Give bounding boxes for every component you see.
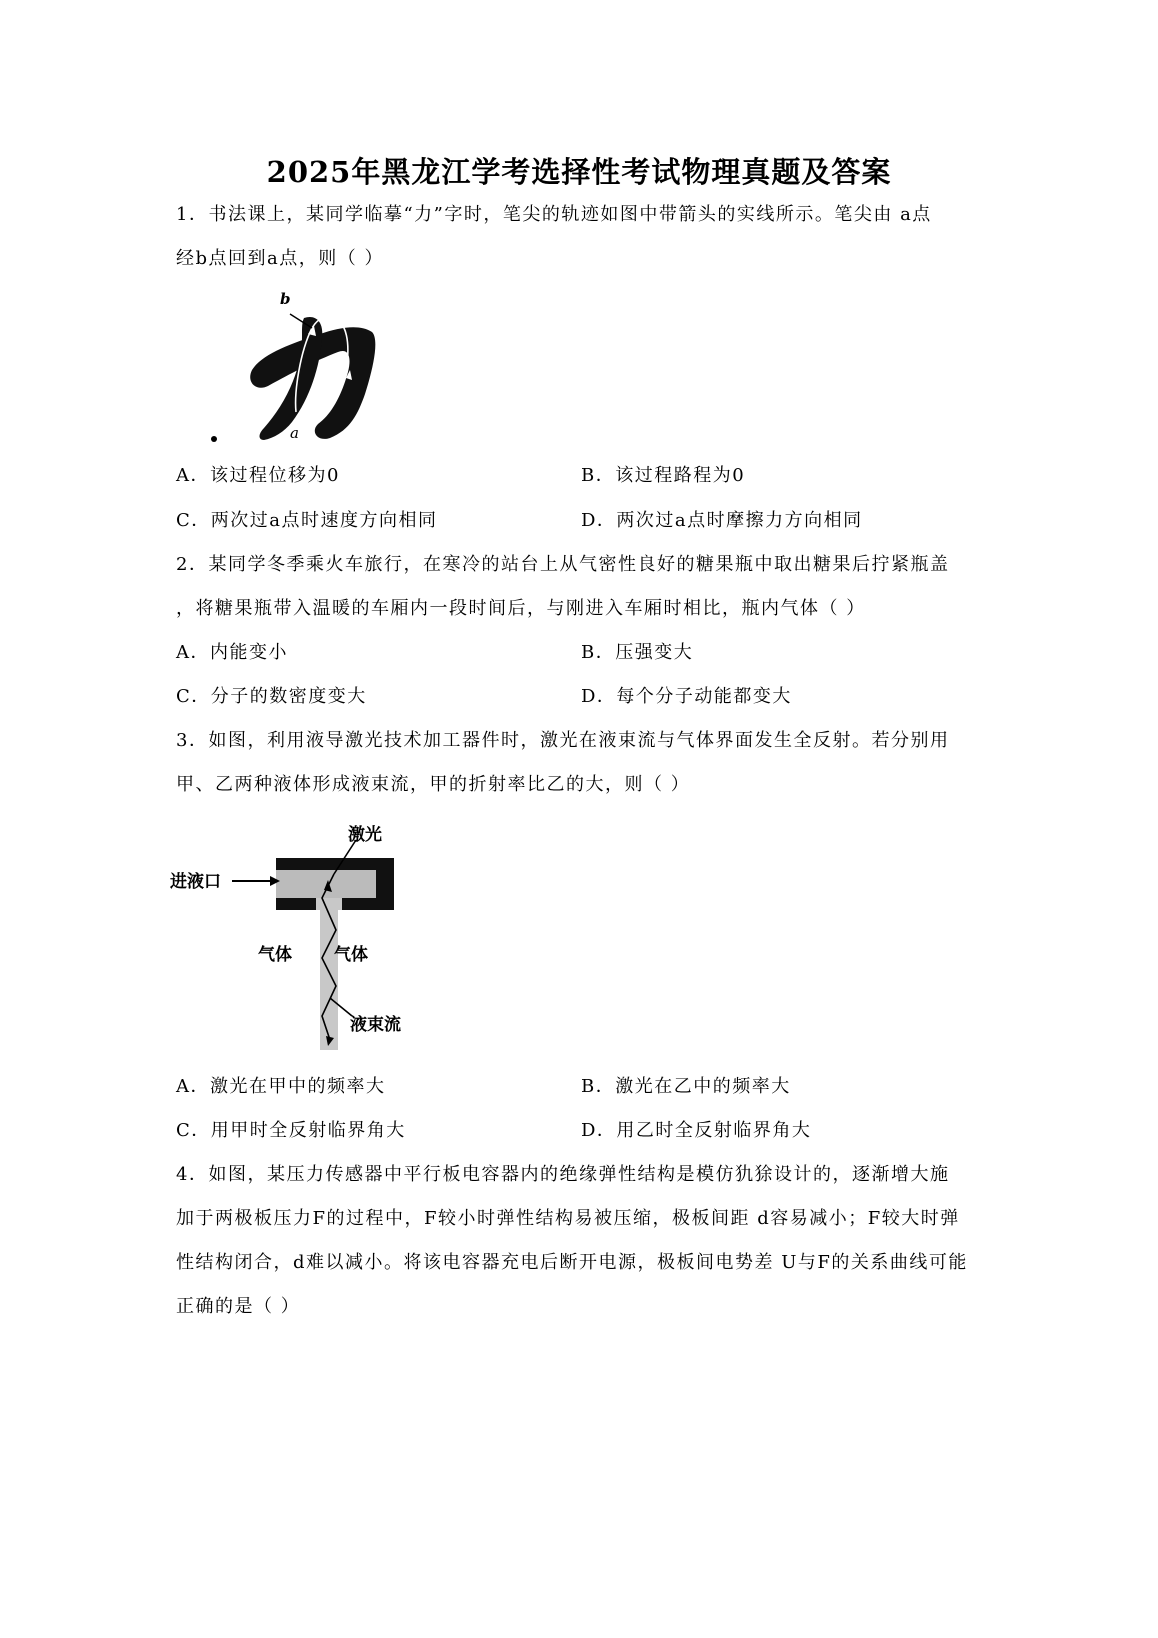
q3-stem-line2: 甲、乙两种液体形成液束流，甲的折射率比乙的大，则（ ） xyxy=(176,774,691,795)
q1-figure-label-b: b xyxy=(280,290,291,308)
q4-stem-line2: 加于两极板压力F的过程中，F较小时弹性结构易被压缩，极板间距 d容易减小；F较大时弹 xyxy=(176,1208,960,1229)
q3-figure-label-inlet: 进液口 xyxy=(170,872,221,892)
q3-option-b: B．激光在乙中的频率大 xyxy=(581,1076,791,1097)
q1-figure-dot xyxy=(211,436,217,442)
q1-option-b: B．该过程路程为0 xyxy=(581,465,746,486)
q2-option-b: B．压强变大 xyxy=(581,642,694,663)
q3-figure-nozzle-channel xyxy=(276,870,376,898)
q4-stem-line1: 4．如图，某压力传感器中平行板电容器内的绝缘弹性结构是模仿犰狳设计的，逐渐增大施 xyxy=(176,1164,950,1185)
q1-figure-label-a: a xyxy=(290,424,299,442)
q3-stem-line1: 3．如图，利用液导激光技术加工器件时，激光在液束流与气体界面发生全反射。若分别用 xyxy=(176,730,950,751)
q3-option-c: C．用甲时全反射临界角大 xyxy=(176,1120,406,1141)
q4-stem-line3: 性结构闭合，d难以减小。将该电容器充电后断开电源，极板间电势差 U与F的关系曲线可能 xyxy=(176,1252,968,1273)
q1-stem-line2: 经b点回到a点，则（ ） xyxy=(176,248,384,269)
q2-stem-line1: 2．某同学冬季乘火车旅行，在寒冷的站台上从气密性良好的糖果瓶中取出糖果后拧紧瓶盖 xyxy=(176,554,950,575)
page-title: 2025年黑龙江学考选择性考试物理真题及答案 xyxy=(266,155,892,189)
q2-option-d: D．每个分子动能都变大 xyxy=(581,686,792,707)
q1-stem-line1: 1．书法课上，某同学临摹“力”字时，笔尖的轨迹如图中带箭头的实线所示。笔尖由 a点 xyxy=(176,204,932,225)
q1-option-c: C．两次过a点时速度方向相同 xyxy=(176,510,438,531)
q2-stem-line2: ，将糖果瓶带入温暖的车厢内一段时间后，与刚进入车厢时相比，瓶内气体（ ） xyxy=(176,598,866,619)
q3-figure-label-jet: 液束流 xyxy=(350,1015,401,1035)
q1-option-a: A．该过程位移为0 xyxy=(176,465,340,486)
q3-figure-liquid-jet-laser xyxy=(170,820,430,1060)
q4-stem-line4: 正确的是（ ） xyxy=(176,1296,301,1317)
q1-option-d: D．两次过a点时摩擦力方向相同 xyxy=(581,510,863,531)
q1-figure-li-character xyxy=(200,282,390,452)
q3-figure-label-gas-left: 气体 xyxy=(258,945,292,965)
q3-option-d: D．用乙时全反射临界角大 xyxy=(581,1120,812,1141)
q3-figure-label-gas-right: 气体 xyxy=(334,945,368,965)
q2-option-a: A．内能变小 xyxy=(176,642,288,663)
q3-figure-label-laser: 激光 xyxy=(348,825,382,845)
q3-option-a: A．激光在甲中的频率大 xyxy=(176,1076,386,1097)
q3-figure-jet-mouth xyxy=(316,898,342,910)
q2-option-c: C．分子的数密度变大 xyxy=(176,686,367,707)
